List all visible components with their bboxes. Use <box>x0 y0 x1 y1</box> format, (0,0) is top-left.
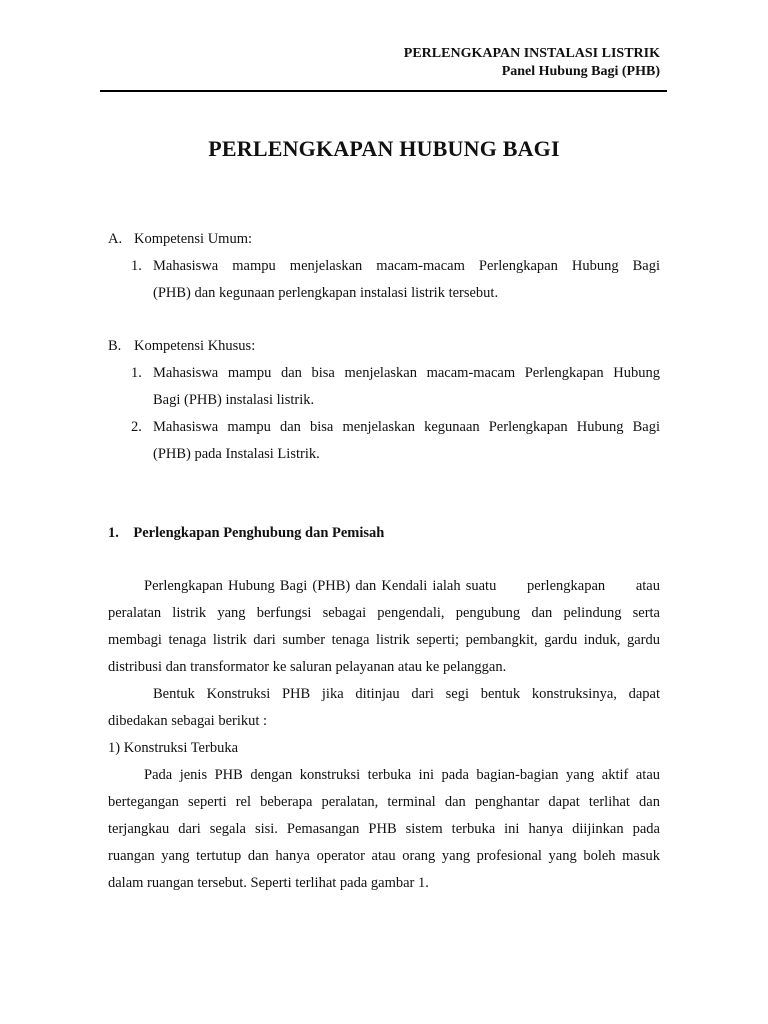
section-a-marker: A. <box>108 231 123 247</box>
para-1-line-1: Perlengkapan Hubung Bagi (PHB) dan Kendali ialah suatu perlengkapan atau <box>144 578 660 594</box>
para-3-line-1: Pada jenis PHB dengan konstruksi terbuka ini pada bagian-bagian yang aktif atau <box>144 767 660 783</box>
section-b-item-1-line-1: Mahasiswa mampu dan bisa menjelaskan macam-macam Perlengkapan Hubung <box>153 365 660 381</box>
section-a-item-1-line-2: (PHB) dan kegunaan perlengkapan instalasi listrik tersebut. <box>153 285 499 301</box>
section-b-marker: B. <box>108 338 122 354</box>
para-1-line-4: distribusi dan transformator ke saluran pelayanan atau ke pelanggan. <box>108 659 507 675</box>
section-b-item-2-num: 2. <box>131 419 142 435</box>
para-3-line-4: ruangan yang tertutup dan hanya operator atau orang yang profesional yang boleh masuk <box>108 848 660 864</box>
page-title: PERLENGKAPAN HUBUNG BAGI <box>208 136 560 161</box>
para-3-line-2: bertegangan seperti rel beberapa peralatan, terminal dan penghantar dapat terlihat dan <box>108 794 660 810</box>
section-b-item-1-line-2: Bagi (PHB) instalasi listrik. <box>153 392 315 408</box>
para-1-line-3: membagi tenaga listrik dari sumber tenaga listrik seperti; pembangkit, gardu induk, gardu <box>108 632 660 648</box>
para-3-line-3: terjangkau dari segala sisi. Pemasangan PHB sistem terbuka ini hanya diijinkan pada <box>108 821 660 837</box>
section-b-item-2-line-2: (PHB) pada Instalasi Listrik. <box>153 446 320 462</box>
header-line-2: Panel Hubung Bagi (PHB) <box>501 64 660 79</box>
section-b-item-1-num: 1. <box>131 365 142 381</box>
section-a-item-1-line-1: Mahasiswa mampu menjelaskan macam-macam Perlengkapan Hubung Bagi <box>153 258 660 274</box>
para-3-line-5: dalam ruangan tersebut. Seperti terlihat pada gambar 1. <box>108 875 429 891</box>
section-a-item-1-num: 1. <box>131 258 142 274</box>
para-1-line-2: peralatan listrik yang berfungsi sebagai pengendali, pengubung dan pelindung serta <box>108 605 660 621</box>
subheading-konstruksi-terbuka: 1) Konstruksi Terbuka <box>108 740 239 756</box>
header-rule <box>100 90 667 92</box>
para-2-line-2: dibedakan sebagai berikut : <box>108 713 268 729</box>
running-header <box>404 45 660 81</box>
para-2-line-1: Bentuk Konstruksi PHB jika ditinjau dari segi bentuk konstruksinya, dapat <box>153 686 660 702</box>
header-line-1: PERLENGKAPAN INSTALASI LISTRIK <box>403 46 660 61</box>
section-b-item-2-line-1: Mahasiswa mampu dan bisa menjelaskan kegunaan Perlengkapan Hubung Bagi <box>153 419 660 435</box>
section-a-heading: Kompetensi Umum: <box>134 231 253 247</box>
section-1-heading: 1. Perlengkapan Penghubung dan Pemisah <box>108 525 385 541</box>
section-b-heading: Kompetensi Khusus: <box>134 338 256 354</box>
